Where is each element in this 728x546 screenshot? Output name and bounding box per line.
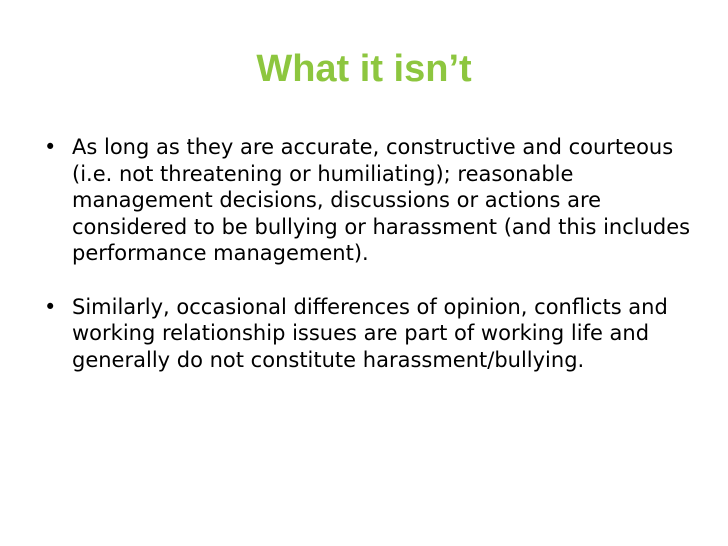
bullet-marker-icon: • xyxy=(44,135,57,159)
bullet-text: As long as they are accurate, constructive and courteous (i.e. not threatening or humiliating); reasonable management decisions, discussions or actions are considered to be bullying or harassment (and this includes performance management). xyxy=(72,135,691,265)
slide-title: What it isn’t xyxy=(256,48,472,90)
bullet-marker-icon: • xyxy=(44,294,57,319)
bullet-item xyxy=(44,294,694,374)
bullet-text: Similarly, occasional differences of opinion, conflicts and working relationship issues are part of working life and generally do not constitute harassment/bullying. xyxy=(72,294,668,372)
bullet-list xyxy=(44,134,694,400)
bullet-item xyxy=(44,134,694,267)
